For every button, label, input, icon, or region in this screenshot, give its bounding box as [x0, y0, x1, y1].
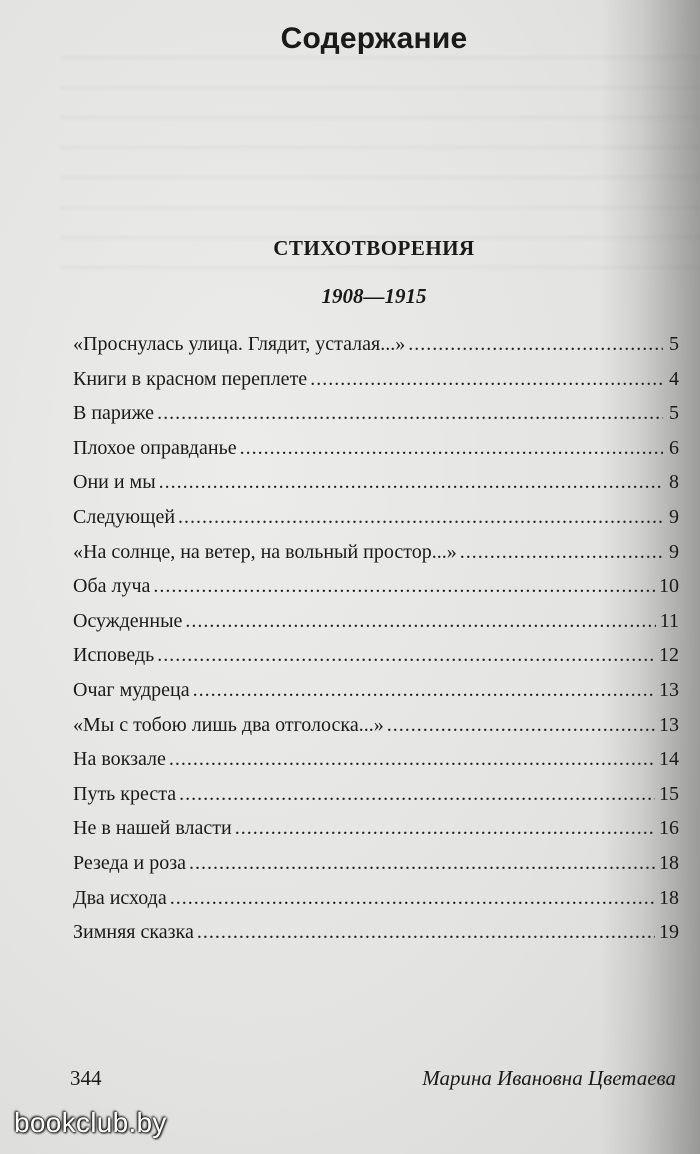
contents-heading: Содержание	[280, 22, 468, 55]
toc-entry	[73, 362, 679, 397]
toc-entry-page: 18	[659, 851, 679, 874]
dot-leader	[179, 777, 655, 812]
dot-leader	[157, 638, 655, 673]
dot-leader	[408, 327, 663, 362]
toc-entry-title: В париже	[73, 402, 155, 425]
toc-entry	[73, 811, 679, 846]
toc-entry-title: Они и мы	[73, 471, 156, 494]
toc-entry	[73, 915, 679, 950]
toc-entry-title: Зимняя сказка	[73, 921, 194, 944]
dot-leader	[153, 569, 655, 604]
toc-entry-title: «Проснулась улица. Глядит, усталая...»	[73, 333, 406, 355]
toc-entry-page: 12	[659, 644, 679, 667]
toc-entry-title: Не в нашей власти	[73, 817, 232, 840]
dot-leader	[387, 708, 655, 743]
dot-leader	[460, 535, 663, 570]
running-footer-author: Марина Ивановна Цветаева	[422, 1066, 676, 1090]
toc-entry-page: 9	[669, 505, 679, 528]
dot-leader	[193, 673, 655, 708]
toc-entry	[73, 846, 679, 881]
toc-entry	[73, 327, 679, 362]
toc-entry	[73, 708, 679, 743]
toc-entry-title: Два исхода	[73, 886, 167, 909]
toc-entry-page: 18	[659, 886, 679, 909]
toc-entry	[73, 431, 679, 466]
dot-leader	[159, 465, 663, 500]
years-subtitle: 1908—1915	[321, 284, 427, 308]
toc-entry-page: 8	[669, 471, 679, 494]
toc-entry-title: Следующей	[73, 505, 176, 528]
dot-leader	[310, 362, 663, 397]
toc-entry	[73, 742, 679, 777]
toc-entry-page: 4	[669, 367, 679, 390]
dot-leader	[235, 811, 655, 846]
toc-entry-page: 14	[659, 748, 679, 771]
toc-entry	[73, 569, 679, 604]
toc-entry-title: Путь креста	[73, 782, 177, 805]
toc-entry-page: 11	[659, 609, 679, 632]
toc-entry-page: 19	[659, 921, 679, 944]
toc-entry-page: 5	[669, 402, 679, 425]
dot-leader	[197, 915, 655, 950]
toc-entry-page: 5	[669, 333, 679, 355]
toc-entry	[73, 638, 679, 673]
table-of-contents	[73, 327, 679, 950]
toc-entry-page: 9	[669, 540, 679, 563]
toc-entry-page: 15	[659, 782, 679, 805]
toc-entry	[73, 881, 679, 916]
toc-entry-title: Очаг мудреца	[73, 678, 190, 701]
toc-entry	[73, 673, 679, 708]
toc-entry-title: Исповедь	[73, 644, 155, 667]
toc-entry	[73, 396, 679, 431]
toc-entry	[73, 604, 679, 639]
toc-entry-title: Книги в красном переплете	[73, 367, 308, 390]
dot-leader	[240, 431, 663, 466]
toc-entry-title: «Мы с тобою лишь два отголоска...»	[73, 713, 384, 736]
dot-leader	[178, 500, 663, 535]
toc-entry	[73, 777, 679, 812]
toc-entry-title: Резеда и роза	[73, 851, 187, 874]
toc-entry-page: 13	[659, 678, 679, 701]
watermark: bookclub.by	[14, 1107, 167, 1138]
toc-entry-page: 6	[669, 436, 679, 459]
toc-entry-page: 10	[659, 575, 679, 598]
toc-entry	[73, 500, 679, 535]
dot-leader	[170, 881, 655, 916]
toc-entry	[73, 535, 679, 570]
dot-leader	[185, 604, 655, 639]
page-number: 344	[70, 1066, 102, 1090]
section-title: СТИХОТВОРЕНИЯ	[273, 236, 475, 260]
toc-entry-title: Плохое оправданье	[73, 436, 237, 459]
toc-entry-title: «На солнце, на ветер, на вольный простор...»	[73, 540, 457, 563]
toc-entry-page: 16	[659, 817, 679, 840]
dot-leader	[189, 846, 655, 881]
toc-entry-title: На вокзале	[73, 748, 166, 771]
dot-leader	[157, 396, 663, 431]
toc-entry-page: 13	[659, 713, 679, 736]
toc-entry-title: Оба луча	[73, 575, 151, 598]
toc-entry-title: Осужденные	[73, 609, 183, 632]
dot-leader	[169, 742, 655, 777]
toc-entry	[73, 465, 679, 500]
